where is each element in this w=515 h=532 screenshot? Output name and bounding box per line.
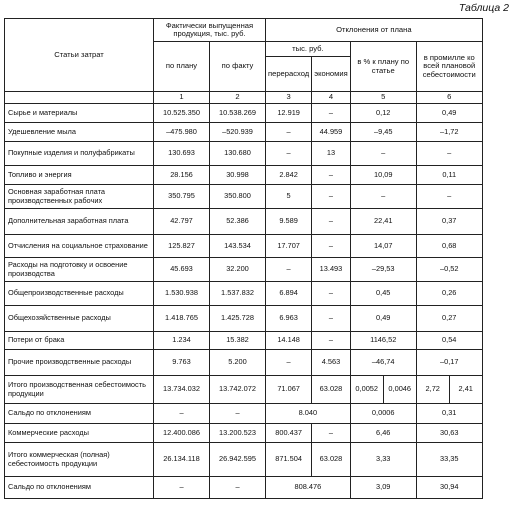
cell-plan: 125.827 (154, 235, 210, 258)
cell-saving: – (312, 185, 351, 209)
cell-plan: – (154, 477, 210, 499)
cell-fact: 30.998 (210, 166, 266, 185)
row-label: Сырье и материалы (5, 104, 154, 123)
row-label: Общепроизводственные расходы (5, 282, 154, 306)
row-label: Коммерческие расходы (5, 424, 154, 443)
cell-saving: – (312, 306, 351, 332)
table-row (5, 142, 483, 166)
cell-saving: – (312, 424, 351, 443)
table-body (5, 104, 483, 376)
table-row (5, 123, 483, 142)
header-num-3: 3 (266, 92, 312, 104)
cell-pct: –29,53 (350, 258, 416, 282)
header-num-1: 1 (154, 92, 210, 104)
cell-permille: 30,63 (416, 424, 482, 443)
cell-plan: 12.400.086 (154, 424, 210, 443)
cell-plan: –475.980 (154, 123, 210, 142)
cell-fact: 10.538.269 (210, 104, 266, 123)
cell-permille: 0,54 (416, 332, 482, 350)
header-num-2: 2 (210, 92, 266, 104)
cell-permille: – (416, 185, 482, 209)
header-deviations: Отклонения от плана (266, 19, 483, 42)
cell-pct: – (350, 185, 416, 209)
cell-permille: 0,49 (416, 104, 482, 123)
table-row (5, 282, 483, 306)
cell-permille: –0,52 (416, 258, 482, 282)
table-row-total-production (5, 376, 483, 404)
cell-plan: 28.156 (154, 166, 210, 185)
table-row (5, 306, 483, 332)
header-overrun: перерасход (266, 57, 312, 92)
cell-fact: – (210, 477, 266, 499)
row-label: Прочие производственные расходы (5, 350, 154, 376)
cell-fact: 52.386 (210, 209, 266, 235)
cell-pct-saving: 0,0046 (383, 376, 416, 404)
header-num-6: 6 (416, 92, 482, 104)
cell-permille-overrun: 2,72 (416, 376, 449, 404)
cell-plan: 1.418.765 (154, 306, 210, 332)
cell-fact: 26.942.595 (210, 443, 266, 477)
cell-permille: 33,35 (416, 443, 482, 477)
table-row-commercial (5, 424, 483, 443)
cell-saving: – (312, 332, 351, 350)
cell-saving: – (312, 166, 351, 185)
cell-saving: 44.959 (312, 123, 351, 142)
cell-plan: 350.795 (154, 185, 210, 209)
header-num-blank (5, 92, 154, 104)
cell-fact: 13.200.523 (210, 424, 266, 443)
table-caption: Таблица 2 (458, 2, 509, 14)
cell-pct: 3,33 (350, 443, 416, 477)
cell-pct: 0,49 (350, 306, 416, 332)
cell-fact: 15.382 (210, 332, 266, 350)
cell-plan: 42.797 (154, 209, 210, 235)
cell-overrun: – (266, 258, 312, 282)
cell-permille: –0,17 (416, 350, 482, 376)
cell-pct-overrun: 0,0052 (350, 376, 383, 404)
cell-permille: 0,11 (416, 166, 482, 185)
cell-plan: 130.693 (154, 142, 210, 166)
cell-overrun: 17.707 (266, 235, 312, 258)
cell-overrun: 6.894 (266, 282, 312, 306)
cell-overrun: 12.919 (266, 104, 312, 123)
cell-plan: 26.134.118 (154, 443, 210, 477)
row-label: Сальдо по отклонениям (5, 404, 154, 424)
cell-overrun: – (266, 142, 312, 166)
row-label: Отчисления на социальное страхование (5, 235, 154, 258)
cell-pct: –9,45 (350, 123, 416, 142)
cell-saving: 13.493 (312, 258, 351, 282)
cell-fact: 1.425.728 (210, 306, 266, 332)
cell-balance: 8.040 (266, 404, 351, 424)
row-label: Общехозяйственные расходы (5, 306, 154, 332)
cell-plan: 10.525.350 (154, 104, 210, 123)
cell-overrun: 71.067 (266, 376, 312, 404)
row-label: Итого производственная себестоимость продукции (5, 376, 154, 404)
table-row (5, 235, 483, 258)
cell-fact: 350.800 (210, 185, 266, 209)
cell-permille: 30,94 (416, 477, 482, 499)
row-label: Топливо и энергия (5, 166, 154, 185)
table-row (5, 332, 483, 350)
cell-saving: 4.563 (312, 350, 351, 376)
table-row-saldo (5, 477, 483, 499)
cell-fact: 5.200 (210, 350, 266, 376)
header-thousand-rub: тыс. руб. (266, 42, 351, 57)
cell-overrun: 9.589 (266, 209, 312, 235)
header-output: Фактически выпущенная продукция, тыс. руб. (154, 19, 266, 42)
header-by-plan: по плану (154, 42, 210, 92)
header-pct-item: в % к плану по статье (350, 42, 416, 92)
header-num-5: 5 (350, 92, 416, 104)
cost-deviation-table (4, 18, 483, 499)
cell-fact: 13.742.072 (210, 376, 266, 404)
cell-permille: –1,72 (416, 123, 482, 142)
header-by-fact: по факту (210, 42, 266, 92)
cell-pct: 0,45 (350, 282, 416, 306)
row-label: Основная заработная плата производственных рабочих (5, 185, 154, 209)
table-row-saldo (5, 404, 483, 424)
table-row (5, 185, 483, 209)
header-cost-items: Статьи затрат (5, 19, 154, 92)
cell-saving: 63.028 (312, 443, 351, 477)
table-row (5, 209, 483, 235)
cell-pct: 6,46 (350, 424, 416, 443)
table-row (5, 258, 483, 282)
cell-saving: – (312, 235, 351, 258)
cell-plan: 1.530.938 (154, 282, 210, 306)
cell-balance: 808.476 (266, 477, 351, 499)
cell-saving: 13 (312, 142, 351, 166)
cell-overrun: 2.842 (266, 166, 312, 185)
table-row (5, 104, 483, 123)
cell-fact: – (210, 404, 266, 424)
cell-plan: 45.693 (154, 258, 210, 282)
header-saving: экономия (312, 57, 351, 92)
cell-permille-saving: 2,41 (449, 376, 482, 404)
cell-fact: 1.537.832 (210, 282, 266, 306)
cell-plan: 13.734.032 (154, 376, 210, 404)
cell-pct: 3,09 (350, 477, 416, 499)
row-label: Сальдо по отклонениям (5, 477, 154, 499)
cell-overrun: 5 (266, 185, 312, 209)
cell-permille: 0,68 (416, 235, 482, 258)
cell-plan: 9.763 (154, 350, 210, 376)
cell-overrun: 871.504 (266, 443, 312, 477)
row-label: Покупные изделия и полуфабрикаты (5, 142, 154, 166)
row-label: Расходы на подготовку и освоение производства (5, 258, 154, 282)
cell-fact: 143.534 (210, 235, 266, 258)
cell-pct: – (350, 142, 416, 166)
cell-overrun: 6.963 (266, 306, 312, 332)
cell-overrun: – (266, 350, 312, 376)
cell-permille: 0,37 (416, 209, 482, 235)
cell-pct: –46,74 (350, 350, 416, 376)
row-label: Потери от брака (5, 332, 154, 350)
cell-plan: 1.234 (154, 332, 210, 350)
cell-fact: 130.680 (210, 142, 266, 166)
cell-fact: –520.939 (210, 123, 266, 142)
cell-permille: – (416, 142, 482, 166)
header-permille: в промилле ко всей плановой себестоимости (416, 42, 482, 92)
cell-pct: 0,12 (350, 104, 416, 123)
cell-overrun: – (266, 123, 312, 142)
cell-saving: – (312, 104, 351, 123)
cell-permille: 0,31 (416, 404, 482, 424)
table-row (5, 350, 483, 376)
cell-pct: 1146,52 (350, 332, 416, 350)
row-label: Удешевление мыла (5, 123, 154, 142)
cell-overrun: 14.148 (266, 332, 312, 350)
cell-saving: 63.028 (312, 376, 351, 404)
cell-plan: – (154, 404, 210, 424)
row-label: Дополнительная заработная плата (5, 209, 154, 235)
table-row-total-full (5, 443, 483, 477)
cell-pct: 10,09 (350, 166, 416, 185)
cell-overrun: 800.437 (266, 424, 312, 443)
table-row (5, 166, 483, 185)
cell-pct: 22,41 (350, 209, 416, 235)
cell-permille: 0,26 (416, 282, 482, 306)
cell-saving: – (312, 209, 351, 235)
cell-fact: 32.200 (210, 258, 266, 282)
cell-pct: 0,0006 (350, 404, 416, 424)
cell-saving: – (312, 282, 351, 306)
header-num-4: 4 (312, 92, 351, 104)
row-label: Итого коммерческая (полная) себестоимость продукции (5, 443, 154, 477)
cell-permille: 0,27 (416, 306, 482, 332)
cell-pct: 14,07 (350, 235, 416, 258)
